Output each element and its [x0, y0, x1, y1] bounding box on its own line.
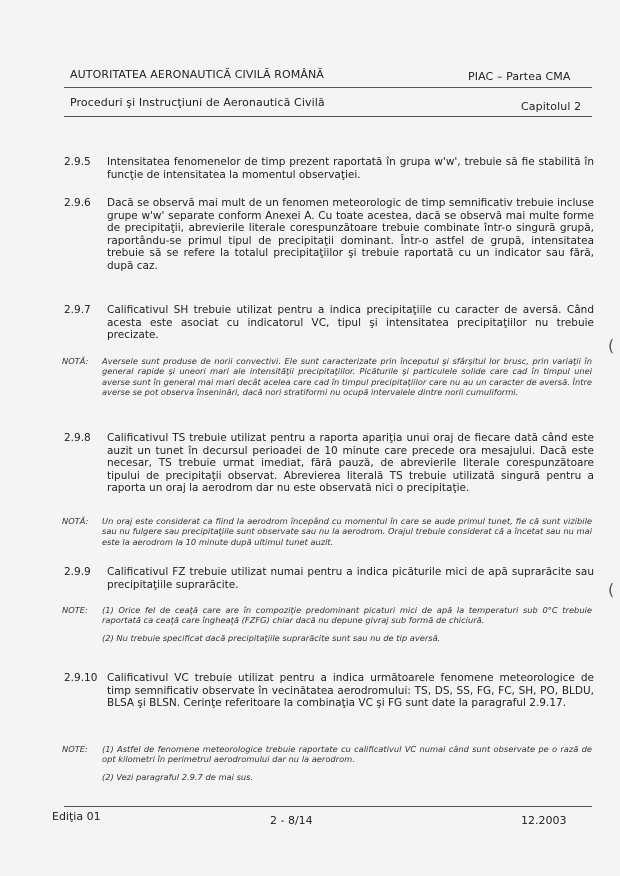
note-paragraph: (2) Nu trebuie specificat dacă precipitaţiile suprarăcite sunt sau nu de tip aversă.	[102, 632, 441, 643]
section-2-9-8	[64, 432, 594, 495]
section-text: Calificativul SH trebuie utilizat pentru a indica precipitaţiile cu caracter de aversă. Când acesta este asociat cu indicatorul VC, tipul şi intensitatea precipitaţiilor nu trebuie precizate.	[107, 304, 594, 342]
section-text: Calificativul TS trebuie utilizat pentru a raporta apariţia unui oraj de fiecare dată când este auzit un tunet în decursul perioadei de 10 minute care precede ora mesajului. Dacă este necesar, TS trebuie urmat imediat, fără pauză, de abrevierile literale corespunzătoare tipului de precipitaţii observat. Abrevierea literală TS trebuie utilizată singură pentru a raporta un oraj la aerodrom dar nu este observată nici o precipitaţie.	[107, 432, 594, 495]
note-paragraph: (1) Orice fel de ceaţă care are în compoziţie predominant picaturi mici de apă la temperaturi sub 0°C trebuie raportată ca ceaţă care îngheaţă (FZFG) chiar dacă nu depune givraj sub formă de chiciură.	[102, 605, 592, 626]
section-2-9-6	[64, 197, 594, 273]
note-paragraph: Un oraj este considerat ca fiind la aerodrom începând cu momentul în care se aude primul tunet, fie că sunt vizibile sau nu fulgere sau precipitaţiile sunt observate sau nu la aerodrom. Orajul trebuie considerat că a încetat sau nu mai este la aerodrom la 10 minute după ultimul tunet auzit.	[102, 516, 592, 547]
section-number: 2.9.5	[64, 156, 91, 168]
note-showers	[62, 356, 592, 405]
header-authority: AUTORITATEA AERONAUTICĂ CIVILĂ ROMÂNĂ	[70, 68, 324, 81]
note-thunderstorm	[62, 516, 592, 554]
note-label: NOTE:	[62, 744, 88, 754]
binder-hole-mark: (	[608, 336, 615, 355]
note-paragraph: (2) Vezi paragraful 2.9.7 de mai sus.	[102, 771, 254, 782]
header-subtitle: Proceduri şi Instrucţiuni de Aeronautică Civilă	[70, 96, 325, 109]
footer-edition: Ediţia 01	[52, 810, 101, 823]
section-text: Calificativul VC trebuie utilizat pentru a indica următoarele fenomene meteorologice de timp semnificativ observate în vecinătatea aerodromului: TS, DS, SS, FG, FC, SH, PO, BLDU, BLSA şi BLSN. Cerinţe referitoare la combinaţia VC şi FG sunt date la paragraful 2.9.17.	[107, 672, 594, 710]
section-number: 2.9.6	[64, 197, 91, 209]
note-vicinity	[62, 744, 592, 789]
header-doc-part: PIAC – Partea CMA	[468, 70, 571, 83]
section-number: 2.9.10	[64, 672, 98, 684]
footer-rule	[64, 806, 592, 807]
note-label: NOTĂ:	[62, 356, 89, 366]
section-2-9-7	[64, 304, 594, 342]
footer-date: 12.2003	[521, 814, 567, 827]
binder-hole-mark: (	[608, 580, 615, 599]
section-2-9-9	[64, 566, 594, 591]
section-number: 2.9.9	[64, 566, 91, 578]
note-paragraph: Aversele sunt produse de norii convectivi. Ele sunt caracterizate prin începutul şi sfârşitul lor brusc, prin variaţii în general rapide şi uneori mari ale intensităţii precipitaţiilor. Picăturile şi particulele solide care cad în timpul unei averse sunt în general mai mari decât acelea care cad în timpul precipitaţiilor care nu au un caracter de aversă. Între averse se pot observa înseninări, dacă nori stratiformi nu ocupă intervalele dintre norii cumuliformi.	[102, 356, 592, 398]
section-2-9-10	[64, 672, 594, 710]
note-label: NOTE:	[62, 605, 88, 615]
note-paragraph: (1) Astfel de fenomene meteorologice trebuie raportate cu calificativul VC numai când sunt observate pe o rază de opt kilometri în perimetrul aerodromului dar nu la aerodrom.	[102, 744, 592, 765]
section-number: 2.9.8	[64, 432, 91, 444]
section-text: Dacă se observă mai mult de un fenomen meteorologic de timp semnificativ trebuie incluse grupe w'w' separate conform Anexei A. Cu toate acestea, dacă se observă mai multe forme de precipitaţii, abrevierile literale corespunzătoare trebuie combinate într-o singură grupă, raportându-se primul tipul de precipitaţii dominant. Într-o astfel de grupă, intensitatea trebuie să se refere la totalul precipitaţiilor şi trebuie raportată cu un indicator sau fără, după caz.	[107, 197, 594, 272]
header-rule-bottom	[64, 116, 592, 117]
section-text: Calificativul FZ trebuie utilizat numai pentru a indica picăturile mici de apă suprarăcite sau precipitaţiile suprarăcite.	[107, 566, 594, 591]
section-number: 2.9.7	[64, 304, 91, 316]
header-chapter: Capitolul 2	[521, 100, 582, 113]
section-text: Intensitatea fenomenelor de timp prezent raportată în grupa w'w', trebuie să fie stabilită în funcţie de intensitatea la momentul observaţiei.	[107, 156, 594, 181]
note-freezing	[62, 605, 592, 650]
note-label: NOTĂ:	[62, 516, 89, 526]
footer-page-number: 2 - 8/14	[270, 814, 313, 827]
header-rule-top	[64, 87, 592, 88]
section-2-9-5	[64, 156, 594, 181]
